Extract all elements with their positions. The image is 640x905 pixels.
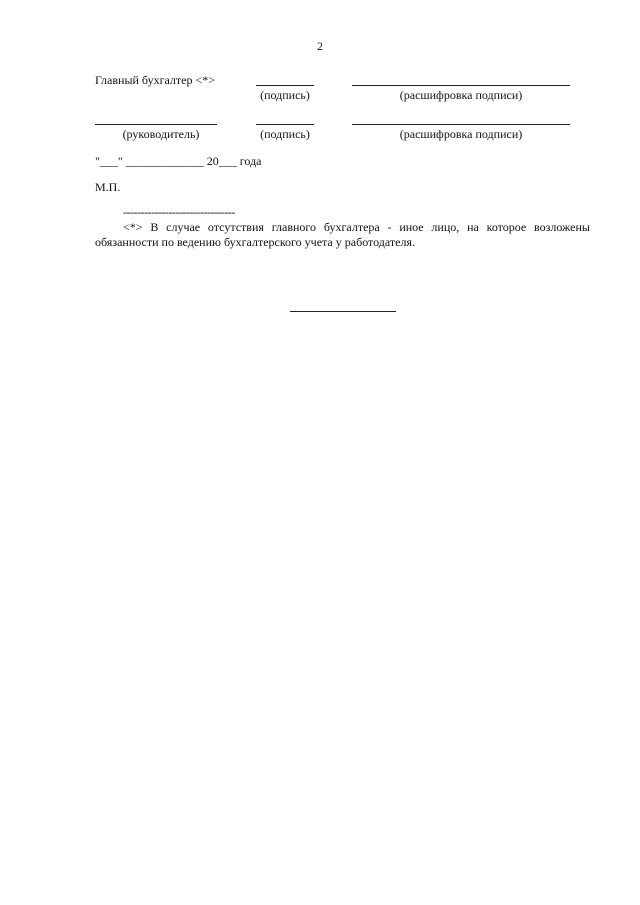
- head-signature-caption: (подпись): [260, 127, 310, 141]
- head-signature-line: [256, 124, 314, 125]
- footnote-separator: --------------------------------: [123, 205, 235, 219]
- chief-accountant-label: Главный бухгалтер <*>: [95, 73, 216, 87]
- chief-accountant-signature-line: [256, 85, 314, 86]
- head-name-caption: (расшифровка подписи): [399, 127, 523, 141]
- footnote-text: <*> В случае отсутствия главного бухгалтера - иное лицо, на которое возложены обязанности по ведению бухгалтерского учета у работодателя.: [95, 220, 590, 249]
- chief-accountant-name-caption: (расшифровка подписи): [399, 88, 523, 102]
- head-position-caption: (руководитель): [122, 127, 200, 141]
- stamp-label: М.П.: [95, 180, 121, 194]
- page-number: 2: [317, 39, 323, 53]
- head-name-line: [352, 124, 570, 125]
- head-position-line: [95, 124, 217, 125]
- chief-accountant-name-line: [352, 85, 570, 86]
- chief-accountant-signature-caption: (подпись): [260, 88, 310, 102]
- date-line: "___" _____________ 20___ года: [95, 154, 262, 168]
- document-end-line: [290, 311, 396, 312]
